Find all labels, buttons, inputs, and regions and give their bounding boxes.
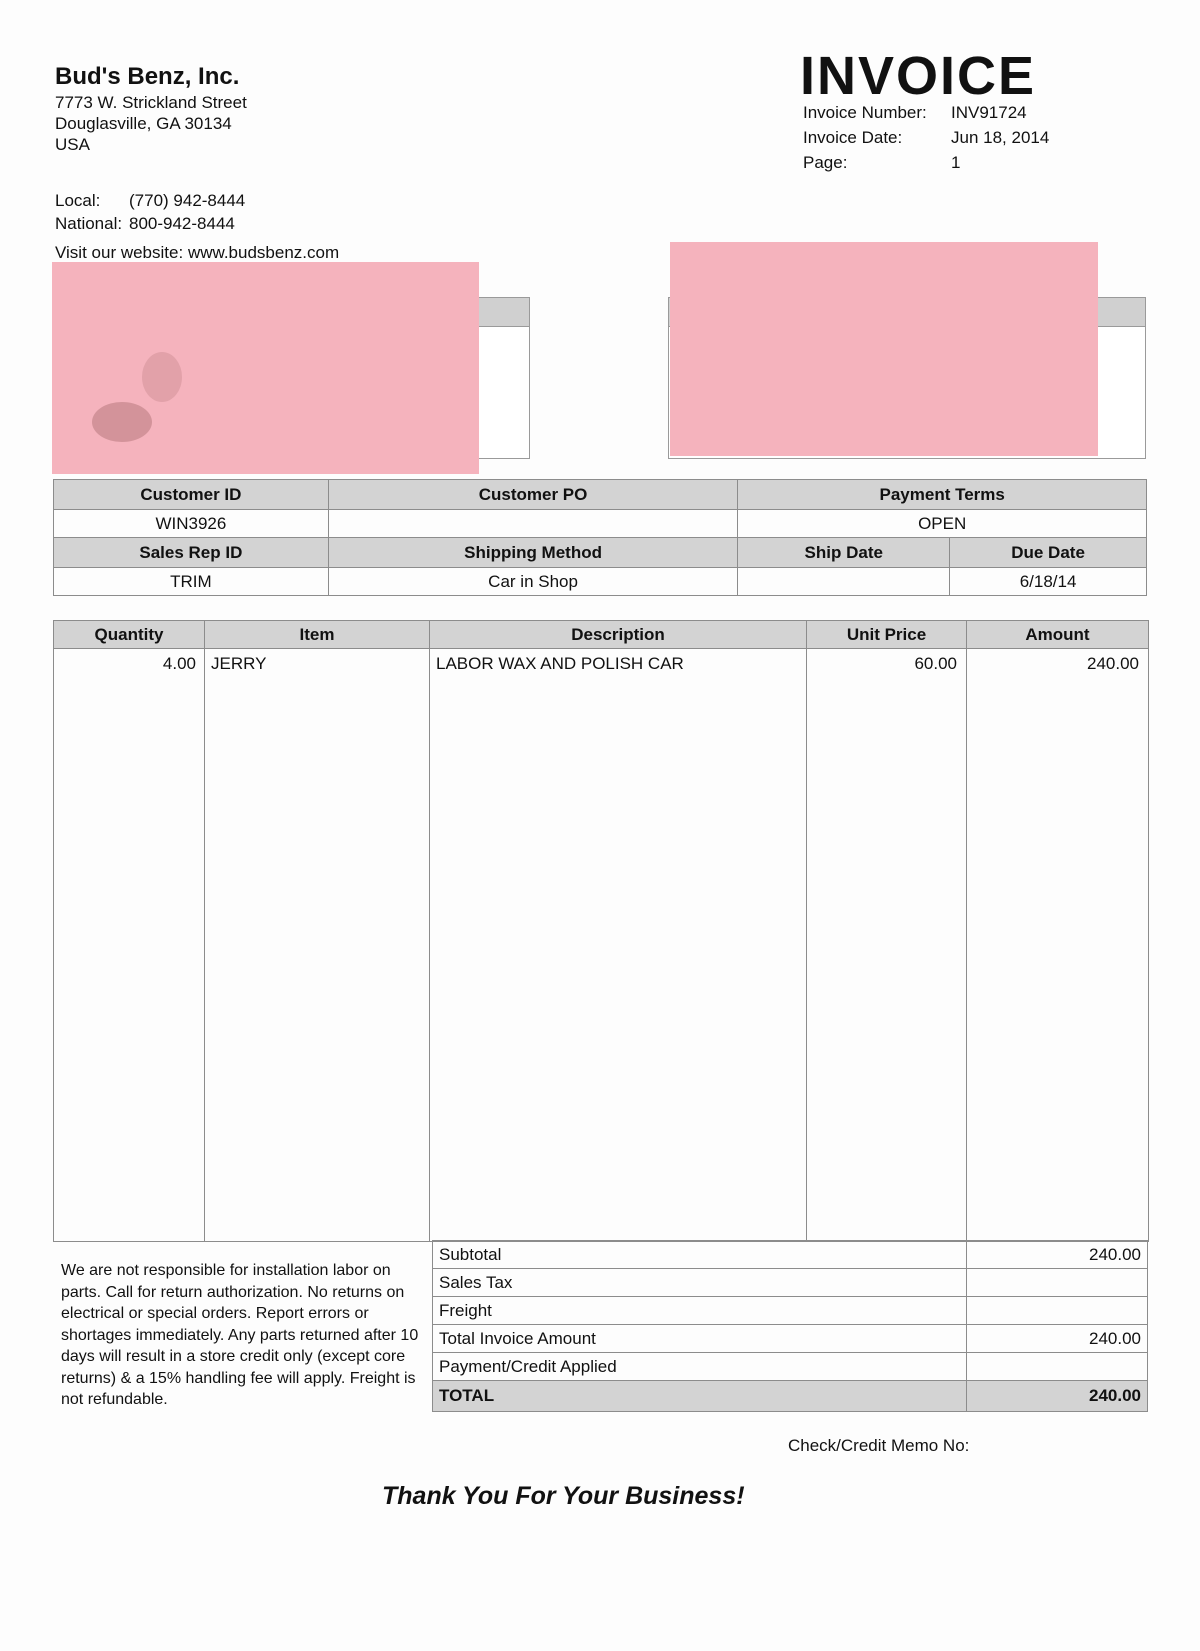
invoice-number-label: Invoice Number: <box>803 103 927 122</box>
sales-tax-label: Sales Tax <box>433 1269 967 1297</box>
payment-terms-value: OPEN <box>738 510 1147 538</box>
contact-block <box>55 189 245 235</box>
amount-header: Amount <box>967 621 1148 649</box>
total-value: 240.00 <box>967 1381 1148 1412</box>
invoice-date-label: Invoice Date: <box>803 128 903 147</box>
shipping-method-value: Car in Shop <box>328 568 738 596</box>
ship-date-value <box>738 568 950 596</box>
row-item: JERRY <box>211 654 267 673</box>
customer-po-value <box>328 510 738 538</box>
total-label: TOTAL <box>433 1381 967 1412</box>
ship-date-header: Ship Date <box>738 538 950 568</box>
company-block <box>55 62 247 155</box>
column-divider <box>966 621 967 1241</box>
line-items-table <box>53 620 1149 1242</box>
payment-terms-header: Payment Terms <box>738 480 1147 510</box>
customer-id-header: Customer ID <box>54 480 329 510</box>
return-policy-notice: We are not responsible for installation labor on parts. Call for return authorization. No returns on electrical or special orders. Report errors or shortages immediately. Any parts returned after 10 days will result in a store credit only (except core returns) & a 15% handling fee will apply. Freight is not refundable. <box>61 1262 419 1408</box>
national-phone: 800-942-8444 <box>129 214 235 233</box>
sales-rep-header: Sales Rep ID <box>54 538 329 568</box>
payment-credit-value <box>967 1353 1148 1381</box>
invoice-title: INVOICE <box>800 46 1037 106</box>
shipping-method-header: Shipping Method <box>328 538 738 568</box>
quantity-header: Quantity <box>54 621 204 649</box>
payment-credit-label: Payment/Credit Applied <box>433 1353 967 1381</box>
subtotal-label: Subtotal <box>433 1241 967 1269</box>
unit-price-header: Unit Price <box>807 621 966 649</box>
customer-id-value: WIN3926 <box>54 510 329 538</box>
total-invoice-label: Total Invoice Amount <box>433 1325 967 1353</box>
total-invoice-value: 240.00 <box>967 1325 1148 1353</box>
website-label: Visit our website: <box>55 243 184 262</box>
invoice-date: Jun 18, 2014 <box>951 128 1050 147</box>
due-date-header: Due Date <box>950 538 1147 568</box>
website-url: www.budsbenz.com <box>187 243 340 262</box>
column-divider <box>429 621 430 1241</box>
subtotal-value: 240.00 <box>967 1241 1148 1269</box>
thank-you-message: Thank You For Your Business! <box>382 1482 745 1510</box>
smudge-mark <box>142 352 182 402</box>
description-header: Description <box>430 621 806 649</box>
row-amount: 240.00 <box>1087 654 1139 673</box>
ship-to-redaction <box>670 242 1098 456</box>
totals-table <box>432 1240 1148 1412</box>
address-line-3: USA <box>55 135 90 154</box>
page-label: Page: <box>803 153 848 172</box>
bill-to-redaction <box>52 262 479 474</box>
item-header: Item <box>205 621 429 649</box>
address-line-1: 7773 W. Strickland Street <box>55 93 247 112</box>
customer-po-header: Customer PO <box>328 480 738 510</box>
info-table <box>53 479 1147 596</box>
address-line-2: Douglasville, GA 30134 <box>55 114 232 133</box>
local-label: Local: <box>55 191 101 210</box>
sales-rep-value: TRIM <box>54 568 329 596</box>
local-phone: (770) 942-8444 <box>129 191 246 210</box>
column-divider <box>204 621 205 1241</box>
row-quantity: 4.00 <box>162 654 196 673</box>
sales-tax-value <box>967 1269 1148 1297</box>
row-description: LABOR WAX AND POLISH CAR <box>436 654 684 673</box>
invoice-meta <box>803 100 1049 175</box>
national-label: National: <box>55 214 123 233</box>
page-number: 1 <box>951 153 961 172</box>
invoice-number: INV91724 <box>951 103 1027 122</box>
credit-memo-label: Check/Credit Memo No: <box>788 1436 970 1455</box>
company-name: Bud's Benz, Inc. <box>55 63 240 90</box>
freight-value <box>967 1297 1148 1325</box>
column-divider <box>806 621 807 1241</box>
smudge-mark <box>92 402 152 442</box>
website-line <box>55 243 339 263</box>
due-date-value: 6/18/14 <box>950 568 1147 596</box>
freight-label: Freight <box>433 1297 967 1325</box>
row-unit-price: 60.00 <box>914 654 957 673</box>
